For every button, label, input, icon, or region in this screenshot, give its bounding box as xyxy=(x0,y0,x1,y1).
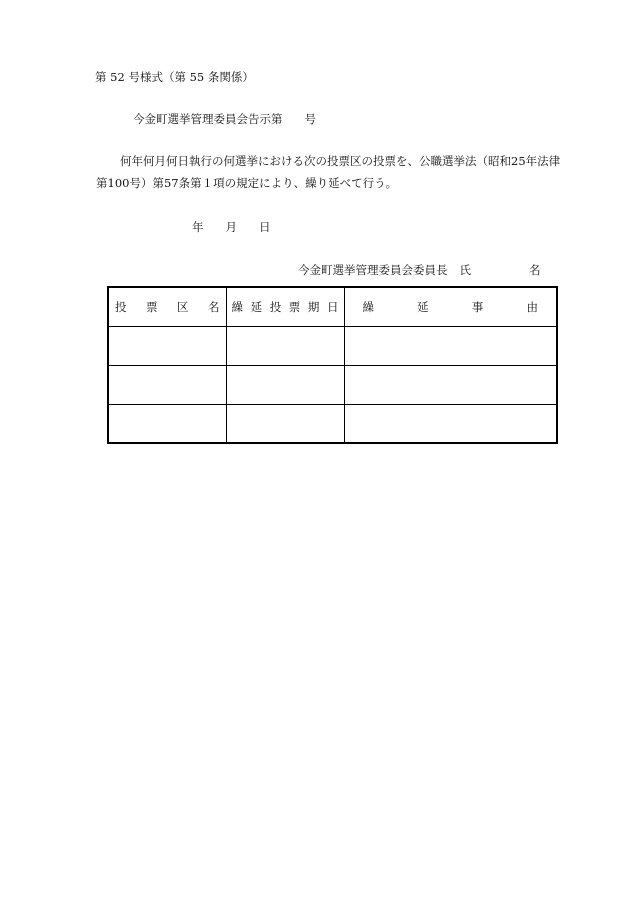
header-char: 延 xyxy=(417,299,429,314)
header-char: 延 xyxy=(250,299,263,314)
header-char: 日 xyxy=(326,299,339,314)
cell-polling-district xyxy=(108,326,226,365)
header-char: 投 xyxy=(115,299,127,314)
notice-title-prefix: 今金町選挙管理委員会告示第 xyxy=(133,112,283,126)
cell-postponed-date xyxy=(226,365,344,404)
notice-body-line-2: 第100号）第57条第１項の規定により、繰り延べて行う。 xyxy=(96,176,398,190)
cell-postponement-reason xyxy=(344,365,557,404)
cell-polling-district xyxy=(108,404,226,443)
header-char: 由 xyxy=(526,299,538,314)
table-row xyxy=(108,365,557,404)
signature-line xyxy=(298,265,541,277)
table-header-row xyxy=(108,287,557,326)
header-char: 繰 xyxy=(231,299,243,314)
header-postponed-date xyxy=(226,287,344,326)
signature-shi: 氏 xyxy=(459,263,471,277)
form-number: 第 52 号様式（第 55 条関係） xyxy=(95,70,254,84)
cell-polling-district xyxy=(108,365,226,404)
signature-org: 今金町選挙管理委員会委員長 xyxy=(298,263,448,277)
header-char: 繰 xyxy=(362,299,374,314)
date-line xyxy=(192,222,271,234)
cell-postponed-date xyxy=(226,404,344,443)
notice-body-line-1: 何年何月何日執行の何選挙における次の投票区の投票を、公職選挙法（昭和25年法律 xyxy=(120,154,561,168)
header-char: 区 xyxy=(177,299,189,314)
notice-title-suffix: 号 xyxy=(304,112,316,126)
header-char: 票 xyxy=(146,299,158,314)
cell-postponement-reason xyxy=(344,326,557,365)
cell-postponement-reason xyxy=(344,404,557,443)
header-char: 期 xyxy=(307,299,320,314)
cell-postponed-date xyxy=(226,326,344,365)
signature-mei: 名 xyxy=(529,263,541,277)
header-postponement-reason xyxy=(344,287,557,326)
date-month: 月 xyxy=(225,220,237,234)
header-char: 事 xyxy=(471,299,484,314)
table-row xyxy=(108,404,557,443)
postponement-table xyxy=(107,286,558,444)
date-year: 年 xyxy=(192,220,204,234)
header-char: 票 xyxy=(288,299,301,314)
date-day: 日 xyxy=(259,220,271,234)
header-char: 名 xyxy=(208,299,220,314)
notice-title xyxy=(133,114,316,126)
header-char: 投 xyxy=(269,299,282,314)
table-row xyxy=(108,326,557,365)
header-polling-district xyxy=(108,287,226,326)
